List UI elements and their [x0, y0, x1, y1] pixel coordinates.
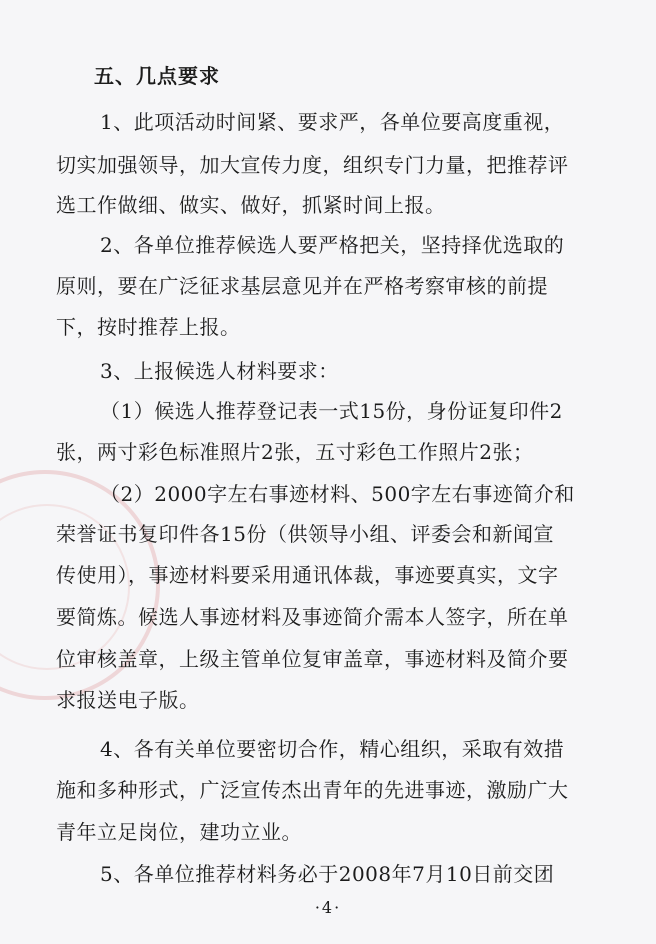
paragraph-line: 传使用），事迹材料要采用通讯体裁，事迹要真实，文字: [56, 563, 559, 587]
paragraph-line: （1）候选人推荐登记表一式15份，身份证复印件2: [100, 399, 563, 423]
paragraph-line: 荣誉证书复印件各15份（供领导小组、评委会和新闻宣: [56, 522, 554, 546]
page-number: ·4·: [314, 898, 342, 917]
paragraph-line: 选工作做细、做实、做好，抓紧时间上报。: [56, 193, 446, 217]
paragraph-line: 要简炼。候选人事迹材料及事迹简介需本人签字，所在单: [56, 605, 569, 629]
section-heading: 五、几点要求: [94, 64, 220, 88]
paragraph-line: 施和多种形式，广泛宣传杰出青年的先进事迹，激励广大: [56, 778, 569, 802]
paragraph-line: 下，按时推荐上报。: [56, 315, 241, 339]
paragraph-line: 原则，要在广泛征求基层意见并在严格考察审核的前提: [56, 274, 548, 298]
paragraph-line: 求报送电子版。: [56, 688, 200, 712]
paragraph-line: 青年立足岗位，建功立业。: [56, 820, 302, 844]
paragraph-line: 5、各单位推荐材料务必于2008年7月10日前交团: [100, 862, 555, 886]
paragraph-line: 2、各单位推荐候选人要严格把关，坚持择优选取的: [100, 233, 565, 257]
paragraph-line: 4、各有关单位要密切合作，精心组织，采取有效措: [100, 737, 565, 761]
paragraph-line: 位审核盖章，上级主管单位复审盖章，事迹材料及简介要: [56, 647, 569, 671]
paragraph-line: 1、此项活动时间紧、要求严，各单位要高度重视，: [100, 110, 565, 134]
paragraph-line: 切实加强领导，加大宣传力度，组织专门力量，把推荐评: [56, 153, 569, 177]
paragraph-line: （2）2000字左右事迹材料、500字左右事迹简介和: [100, 482, 575, 506]
paragraph-line: 3、上报候选人材料要求：: [100, 359, 339, 383]
paragraph-line: 张，两寸彩色标准照片2张，五寸彩色工作照片2张；: [56, 440, 534, 464]
